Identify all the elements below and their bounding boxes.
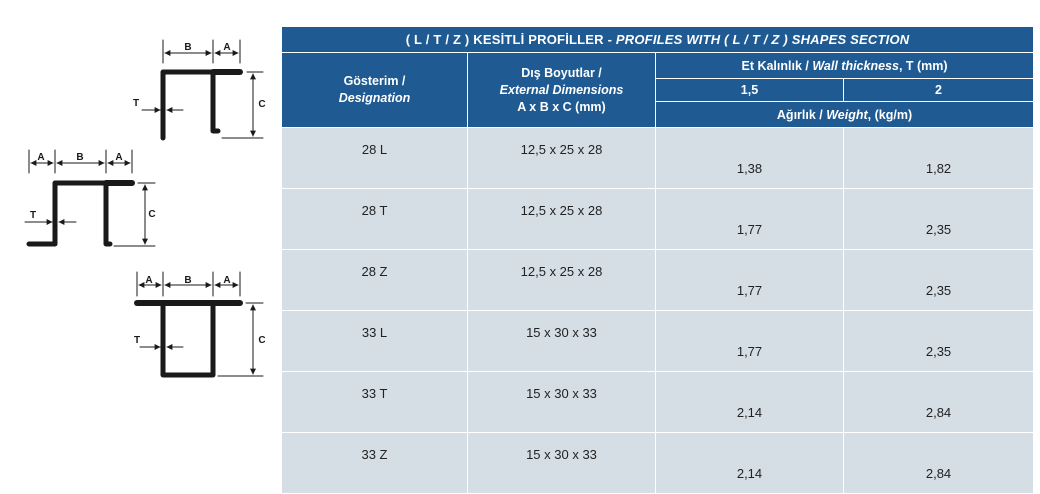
designation-cell: 28 L (282, 128, 468, 189)
designation-header: Gösterim / Designation (282, 53, 468, 128)
weight-1-5-cell: 1,77 (656, 311, 844, 372)
table-row (282, 189, 1034, 250)
dim-label-a: A (37, 152, 45, 163)
table-title: ( L / T / Z ) KESİTLİ PROFİLLER - PROFILES WITH ( L / T / Z ) SHAPES SECTION (282, 27, 1034, 53)
dim-label-c: C (258, 99, 266, 110)
table-row (282, 433, 1034, 494)
weight-2-cell: 2,35 (844, 189, 1034, 250)
profile-l-diagram (142, 40, 266, 138)
weight-2-cell: 2,35 (844, 311, 1034, 372)
weight-1-5-cell: 2,14 (656, 433, 844, 494)
profile-diagrams (0, 0, 280, 420)
designation-cell: 33 L (282, 311, 468, 372)
weight-2-cell: 2,84 (844, 372, 1034, 433)
dim-label-c: C (148, 209, 156, 220)
dimensions-cell: 15 x 30 x 33 (468, 311, 656, 372)
weight-2-cell: 1,82 (844, 128, 1034, 189)
dim-label-b: B (184, 42, 192, 53)
dimensions-cell: 15 x 30 x 33 (468, 372, 656, 433)
weight-1-5-cell: 1,77 (656, 250, 844, 311)
weight-1-5-cell: 1,38 (656, 128, 844, 189)
dim-label-t: T (29, 210, 37, 221)
dim-label-c: C (258, 335, 266, 346)
profiles-table (281, 26, 1033, 494)
thickness-2-header: 2 (844, 79, 1034, 102)
weight-2-cell: 2,84 (844, 433, 1034, 494)
dim-label-a: A (223, 42, 231, 53)
designation-cell: 28 Z (282, 250, 468, 311)
dim-label-b: B (76, 152, 84, 163)
profile-t-diagram (25, 150, 155, 246)
dimensions-cell: 12,5 x 25 x 28 (468, 189, 656, 250)
table-row (282, 311, 1034, 372)
profiles-table-grid (281, 26, 1034, 494)
designation-cell: 33 T (282, 372, 468, 433)
table-row (282, 372, 1034, 433)
table-row (282, 128, 1034, 189)
weight-1-5-cell: 2,14 (656, 372, 844, 433)
weight-header: Ağırlık / Weight, (kg/m) (656, 102, 1034, 128)
table-row (282, 250, 1034, 311)
profile-z-diagram (137, 272, 266, 376)
dim-label-t: T (132, 98, 140, 109)
dim-label-b: B (184, 275, 192, 286)
thickness-1-5-header: 1,5 (656, 79, 844, 102)
dimensions-cell: 12,5 x 25 x 28 (468, 250, 656, 311)
dimensions-header: Dış Boyutlar / External Dimensions A x B x C (mm) (468, 53, 656, 128)
dim-label-a: A (115, 152, 123, 163)
weight-2-cell: 2,35 (844, 250, 1034, 311)
profile-diagrams-svg (0, 0, 280, 420)
dim-label-a: A (223, 275, 231, 286)
dimensions-cell: 15 x 30 x 33 (468, 433, 656, 494)
dimensions-cell: 12,5 x 25 x 28 (468, 128, 656, 189)
dim-label-a: A (145, 275, 153, 286)
weight-1-5-cell: 1,77 (656, 189, 844, 250)
dim-label-t: T (133, 335, 141, 346)
designation-cell: 33 Z (282, 433, 468, 494)
designation-cell: 28 T (282, 189, 468, 250)
wall-thickness-header: Et Kalınlık / Wall thickness, T (mm) (656, 53, 1034, 79)
